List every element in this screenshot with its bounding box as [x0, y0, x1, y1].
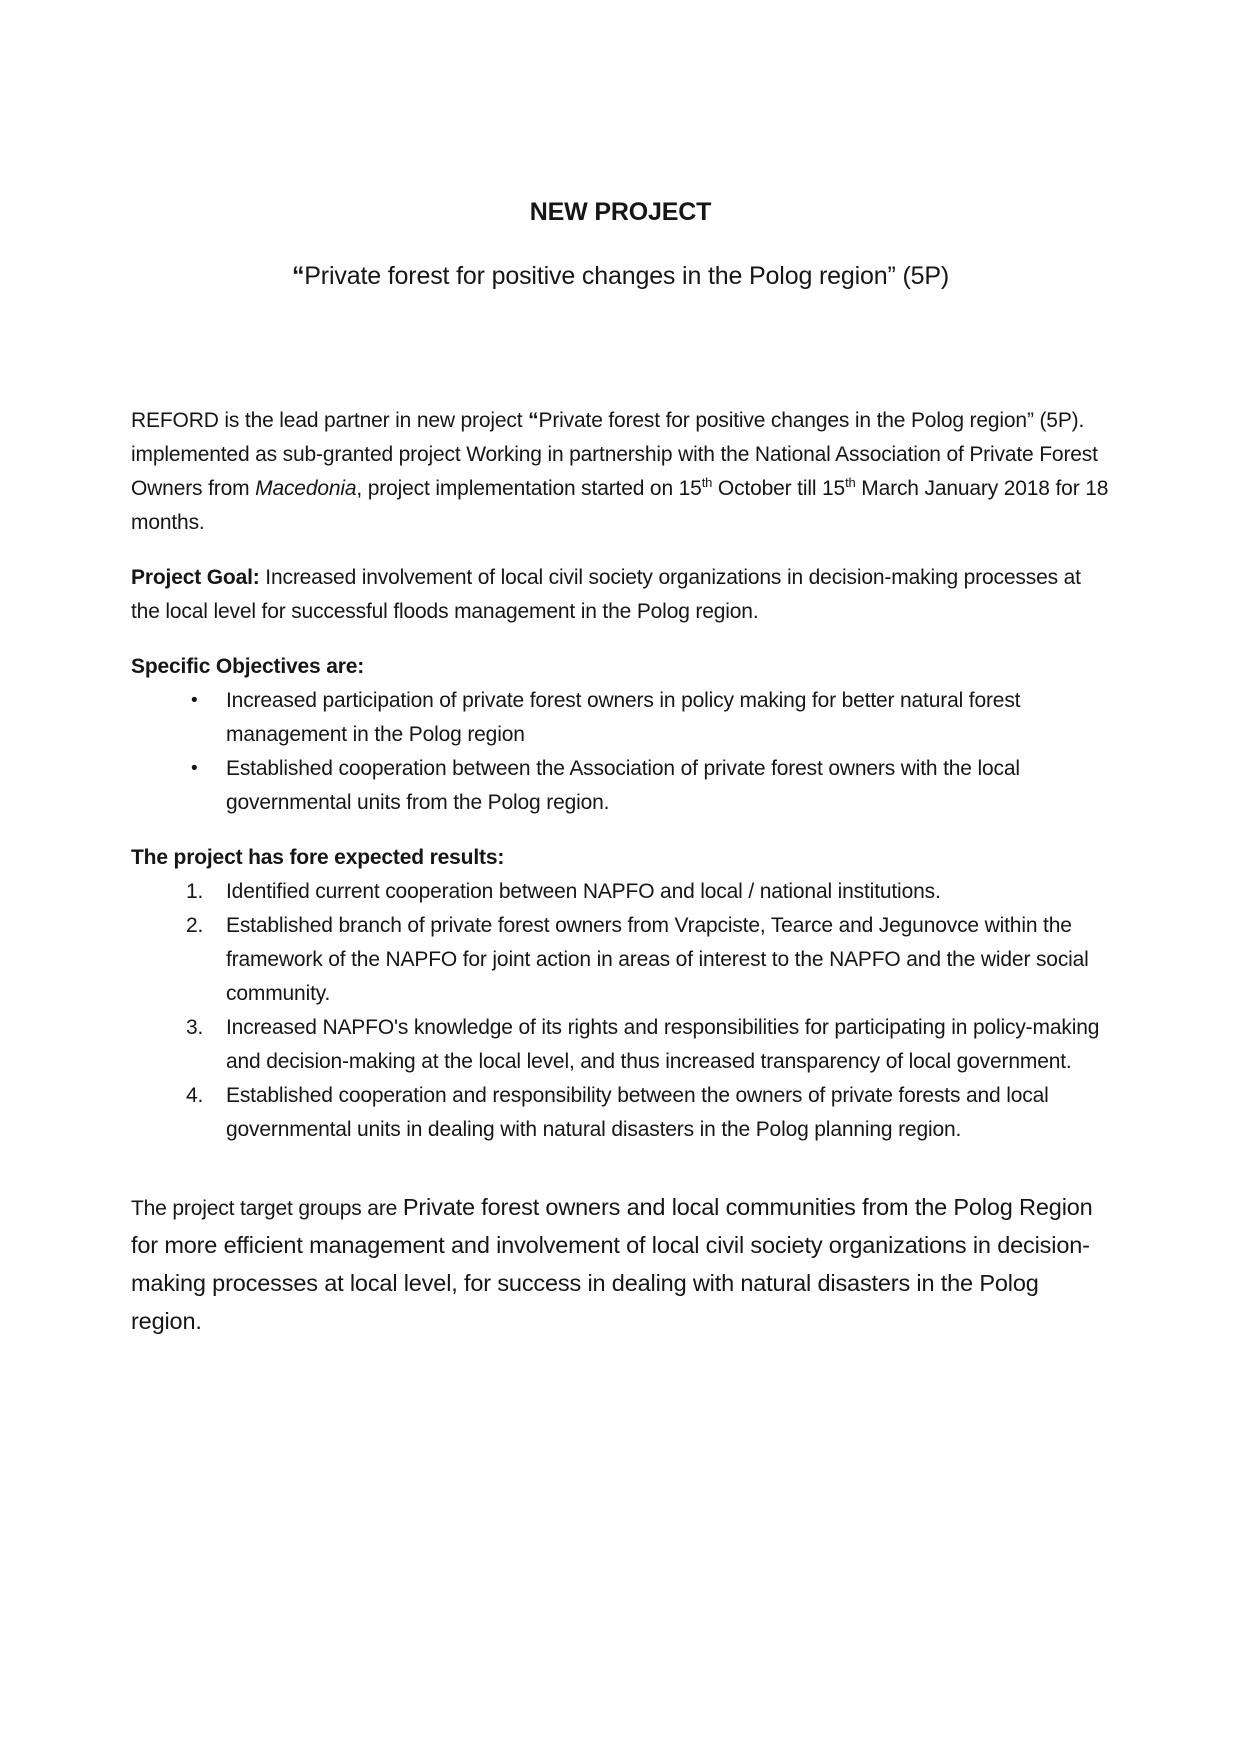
intro-open-quote: “ — [528, 409, 539, 432]
intro-macedonia-italic: Macedonia — [255, 477, 357, 500]
document-subtitle — [131, 260, 1110, 292]
intro-segment: Private forest for positive changes in the Polog region” (5P). implemented as sub-granted project Working in partnership with the National Association of Private Forest Owners from — [131, 409, 1098, 500]
list-item — [131, 909, 1110, 1011]
target-paragraph — [131, 1189, 1110, 1341]
results-list — [131, 875, 1110, 1147]
list-item-text: Identified current cooperation between NAPFO and local / national institutions. — [226, 880, 941, 903]
list-item-number: 4. — [186, 1084, 204, 1107]
goal-text: Increased involvement of local civil society organizations in decision-making processes at the local level for successful floods management in the Polog region. — [131, 566, 1081, 623]
list-item-text: Increased NAPFO's knowledge of its rights and responsibilities for participating in policy-making and decision-making at the local level, and thus increased transparency of local government. — [226, 1016, 1100, 1073]
list-item-number: 2. — [186, 914, 204, 937]
intro-paragraph — [131, 404, 1110, 540]
bullet-icon: • — [191, 690, 198, 711]
goal-label: Project Goal: — [131, 566, 260, 589]
list-item-number: 3. — [186, 1016, 204, 1039]
intro-segment: REFORD is the lead partner in new project — [131, 409, 529, 432]
list-item-number: 1. — [186, 880, 204, 903]
document-title: NEW PROJECT — [529, 198, 712, 226]
goal-paragraph — [131, 561, 1110, 629]
list-item-text: Established branch of private forest owners from Vrapciste, Tearce and Jegunovce within the framework of the NAPFO for joint action in areas of interest to the NAPFO and the wider social community. — [226, 914, 1089, 1005]
bullet-icon: • — [191, 758, 198, 779]
ordinal-superscript: th — [845, 475, 856, 490]
target-lead: The project target groups are — [131, 1197, 403, 1220]
target-emphasis: Private forest owners and local communities from the Polog Region for more efficient management and involvement of local civil society organizations in decision-making processes at local level, for success in dealing with natural disasters in the Polog region. — [131, 1194, 1093, 1334]
list-item — [131, 684, 1110, 752]
results-heading: The project has fore expected results: — [131, 846, 505, 869]
subtitle-text: Private forest for positive changes in the Polog region” (5P) — [304, 262, 950, 290]
list-item-text: Established cooperation between the Association of private forest owners with the local governmental units from the Polog region. — [226, 757, 1020, 814]
intro-segment: October till 15 — [712, 477, 846, 500]
subtitle-open-quote: “ — [291, 262, 305, 290]
objectives-list — [131, 684, 1110, 820]
intro-segment: , project implementation started on 15 — [356, 477, 702, 500]
list-item-text: Increased participation of private forest owners in policy making for better natural forest management in the Polog region — [226, 689, 1021, 746]
list-item — [131, 1011, 1110, 1079]
list-item — [131, 1079, 1110, 1147]
list-item — [131, 752, 1110, 820]
ordinal-superscript: th — [701, 475, 713, 490]
list-item-text: Established cooperation and responsibility between the owners of private forests and local governmental units in dealing with natural disasters in the Polog planning region. — [226, 1084, 1049, 1141]
objectives-heading: Specific Objectives are: — [131, 655, 365, 678]
intro-segment: March January 2018 for 18 months. — [131, 477, 1109, 534]
list-item — [131, 875, 1110, 909]
